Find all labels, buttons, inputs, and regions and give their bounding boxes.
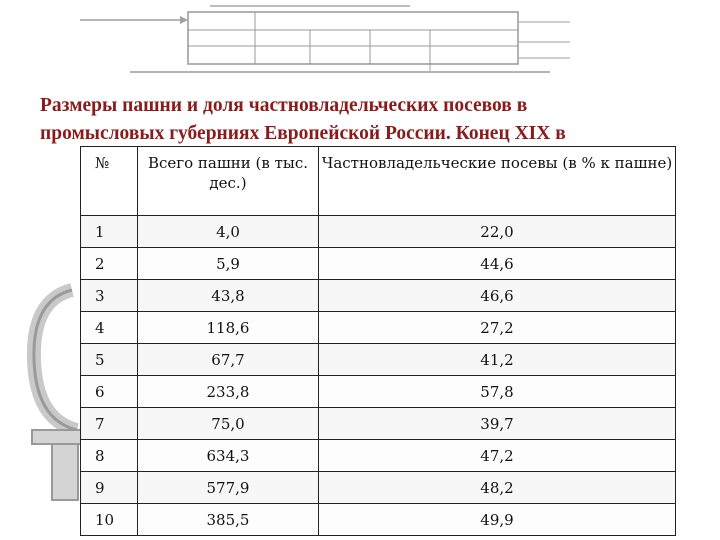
header-num: № bbox=[81, 147, 138, 216]
cell-num: 9 bbox=[81, 472, 138, 504]
title-line-2: промысловых губерниях Европейской России. Конец XIX в bbox=[40, 123, 566, 144]
cell-total: 5,9 bbox=[138, 248, 319, 280]
table-row bbox=[81, 248, 676, 280]
table-row bbox=[81, 408, 676, 440]
cell-share: 47,2 bbox=[319, 440, 676, 472]
page-title bbox=[40, 92, 710, 148]
table-row bbox=[81, 280, 676, 312]
cell-share: 46,6 bbox=[319, 280, 676, 312]
cell-total: 4,0 bbox=[138, 216, 319, 248]
cell-total: 385,5 bbox=[138, 504, 319, 536]
cell-total: 67,7 bbox=[138, 344, 319, 376]
cell-num: 3 bbox=[81, 280, 138, 312]
cell-share: 49,9 bbox=[319, 504, 676, 536]
cell-share: 22,0 bbox=[319, 216, 676, 248]
cell-total: 577,9 bbox=[138, 472, 319, 504]
cell-share: 44,6 bbox=[319, 248, 676, 280]
table-header-row bbox=[81, 147, 676, 216]
table-row bbox=[81, 440, 676, 472]
cell-share: 57,8 bbox=[319, 376, 676, 408]
header-private-share: Частновладельческие посевы (в % к пашне) bbox=[319, 147, 676, 216]
cell-share: 39,7 bbox=[319, 408, 676, 440]
cell-share: 27,2 bbox=[319, 312, 676, 344]
table-row bbox=[81, 312, 676, 344]
cell-share: 41,2 bbox=[319, 344, 676, 376]
table-row bbox=[81, 376, 676, 408]
cell-num: 4 bbox=[81, 312, 138, 344]
cell-num: 5 bbox=[81, 344, 138, 376]
cell-num: 8 bbox=[81, 440, 138, 472]
cell-num: 6 bbox=[81, 376, 138, 408]
cell-share: 48,2 bbox=[319, 472, 676, 504]
cell-num: 7 bbox=[81, 408, 138, 440]
title-line-1: Размеры пашни и доля частновладельческих посевов в bbox=[40, 95, 528, 116]
table-row bbox=[81, 504, 676, 536]
cell-total: 118,6 bbox=[138, 312, 319, 344]
header-total-arable: Всего пашни (в тыс. дес.) bbox=[138, 147, 319, 216]
cell-total: 634,3 bbox=[138, 440, 319, 472]
cell-total: 43,8 bbox=[138, 280, 319, 312]
scanned-diagram-fragment bbox=[70, 0, 630, 80]
table-row bbox=[81, 344, 676, 376]
table-row bbox=[81, 216, 676, 248]
cell-num: 10 bbox=[81, 504, 138, 536]
cell-num: 2 bbox=[81, 248, 138, 280]
cell-total: 233,8 bbox=[138, 376, 319, 408]
arable-land-table bbox=[80, 146, 676, 536]
diagram-lines bbox=[70, 0, 630, 80]
cell-total: 75,0 bbox=[138, 408, 319, 440]
cell-num: 1 bbox=[81, 216, 138, 248]
table-row bbox=[81, 472, 676, 504]
